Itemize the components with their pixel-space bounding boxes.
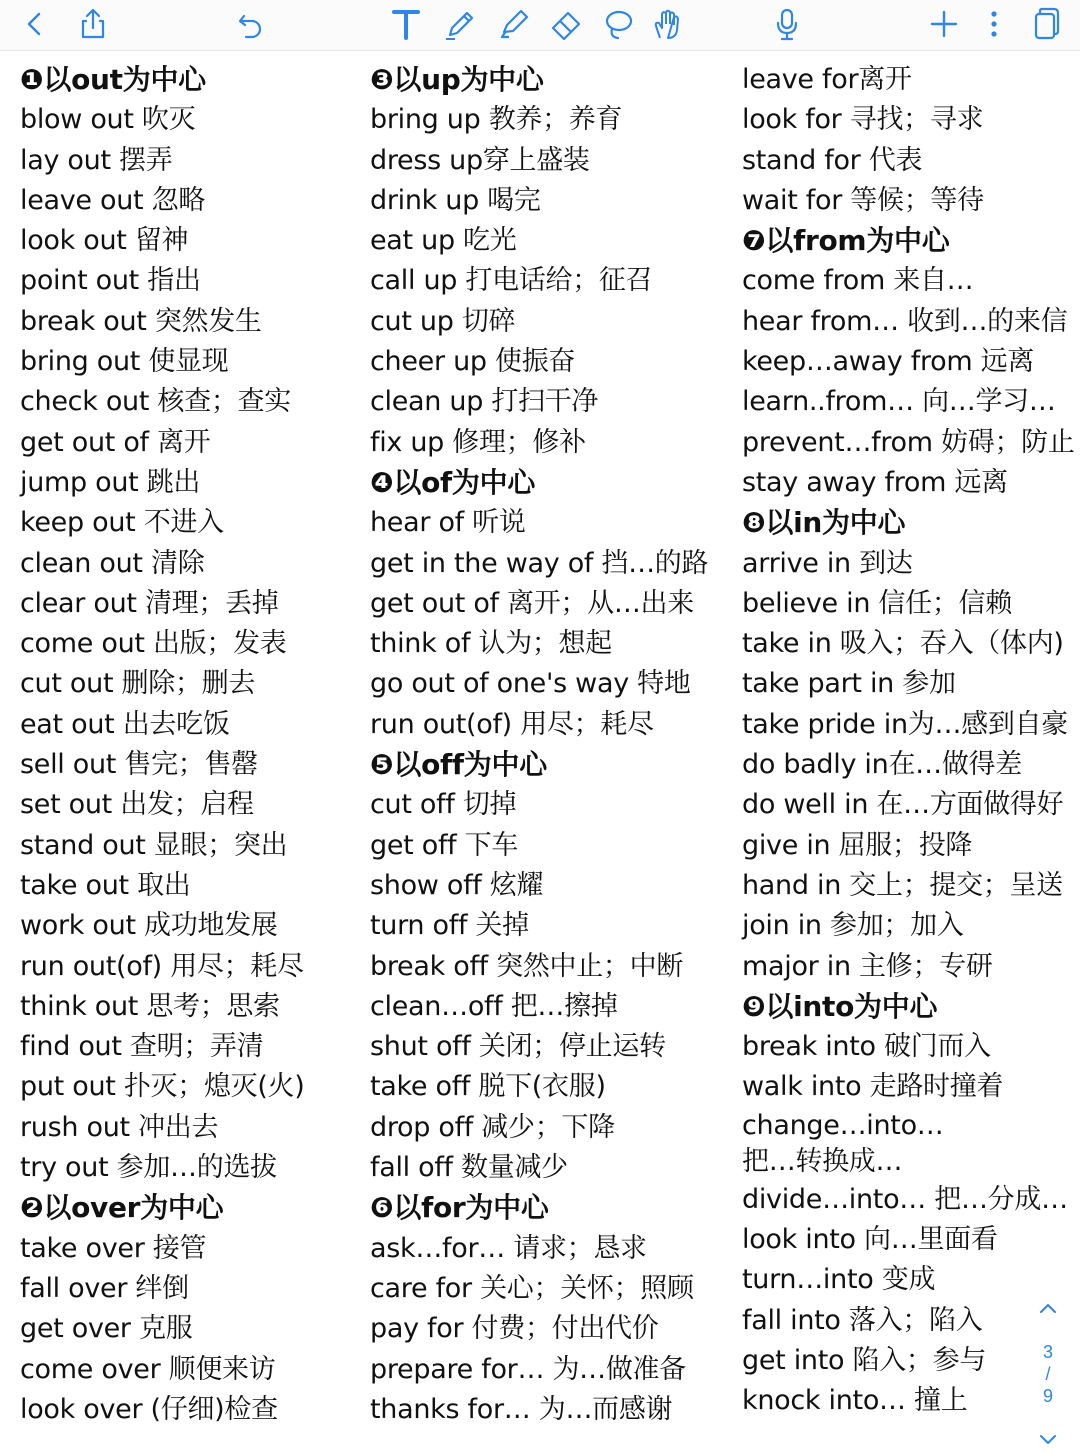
chevron-down-icon[interactable] [1034,1430,1062,1450]
phrase-entry: hand in 交上；提交；呈送 [742,869,1063,901]
phrase-entry: shut off 关闭；停止运转 [370,1031,666,1063]
pen-icon[interactable] [441,4,481,44]
phrase-entry: call up 打电话给；征召 [370,265,653,297]
phrase-entry: clean…off 把…擦掉 [370,990,618,1022]
phrase-entry: leave for离开 [742,64,912,95]
phrase-entry: bring out 使显现 [20,346,229,378]
phrase-entry: rush out 冲出去 [20,1111,219,1143]
section-heading: ❷以over为中心 [20,1191,224,1225]
phrase-entry: thanks for… 为…而感谢 [370,1393,673,1425]
phrase-entry: get in the way of 挡…的路 [370,547,709,579]
phrase-entry: cut out 删除；删去 [20,668,256,700]
phrase-entry: look into 向…里面看 [742,1224,998,1256]
phrase-entry: think of 认为；想起 [370,628,612,660]
section-heading: ❸以up为中心 [370,63,544,96]
phrase-entry: take out 取出 [20,869,191,901]
phrase-entry: wait for 等候；等待 [742,184,984,216]
phrase-entry: walk into 走路时撞着 [742,1071,1004,1103]
phrase-entry: find out 查明；弄清 [20,1031,264,1063]
phrase-entry: dress up穿上盛装 [370,144,590,176]
phrase-entry: bring up 教养；养育 [370,104,623,136]
section-heading: ❼以from为中心 [742,224,950,258]
phrase-entry: blow out 吹灭 [20,104,196,136]
phrase-entry: think out 思考；思索 [20,990,280,1022]
phrase-entry: sell out 售完；售罄 [20,749,258,781]
toolbar [0,0,1080,51]
phrase-entry: break into 破门而入 [742,1031,991,1063]
phrase-entry: come from 来自… [742,265,974,297]
column-3 [742,60,1077,1422]
column-2 [370,60,720,1430]
phrase-entry: go out of one's way 特地 [370,668,691,700]
phrase-entry: get out of 离开 [20,426,211,458]
section-heading: ❶以out为中心 [20,63,206,96]
phrase-entry: get over 克服 [20,1313,193,1345]
back-chevron-icon[interactable] [14,4,54,44]
phrase-entry: stand out 显眼；突出 [20,829,288,861]
phrase-entry: work out 成功地发展 [20,910,278,942]
section-heading: ❾以into为中心 [742,989,938,1023]
more-icon[interactable] [974,4,1014,44]
page-total: 9 [1042,1386,1053,1406]
phrase-entry: fall over 绊倒 [20,1272,189,1304]
text-tool-icon[interactable] [386,4,426,44]
microphone-icon[interactable] [767,4,807,44]
note-page[interactable] [0,52,1080,1440]
phrase-entry: 把…转换成… [742,1145,903,1177]
phrase-entry: clean up 打扫干净 [370,386,599,418]
phrase-entry: knock into… 撞上 [742,1385,968,1417]
section-heading: ❹以of为中心 [370,465,536,499]
phrase-entry: major in 主修；专研 [742,950,993,982]
phrase-entry: take part in 参加 [742,668,956,700]
phrase-entry: drop off 减少；下降 [370,1111,615,1143]
phrase-entry: cheer up 使振奋 [370,346,576,378]
phrase-entry: set out 出发；启程 [20,789,254,821]
phrase-entry: get into 陷入；参与 [742,1344,987,1376]
phrase-entry: point out 指出 [20,265,201,297]
phrase-entry: fall off 数量减少 [370,1152,568,1184]
phrase-entry: cut up 切碎 [370,305,516,337]
pages-icon[interactable] [1024,4,1064,44]
hand-icon[interactable] [648,4,688,44]
page-navigator [1030,1292,1066,1452]
phrase-entry: believe in 信任；信赖 [742,587,1012,619]
phrase-entry: break off 突然中止；中断 [370,950,684,982]
phrase-entry: get off 下车 [370,829,519,861]
phrase-entry: eat out 出去吃饭 [20,708,230,740]
phrase-entry: change…into… [742,1109,944,1141]
highlighter-icon[interactable] [494,4,534,44]
phrase-entry: break out 突然发生 [20,305,262,337]
phrase-entry: lay out 摆弄 [20,144,173,176]
column-1 [20,60,350,1430]
phrase-entry: drink up 喝完 [370,184,541,216]
eraser-icon[interactable] [546,4,586,44]
phrase-entry: ask…for… 请求；恳求 [370,1232,647,1264]
phrase-entry: get out of 离开；从…出来 [370,587,694,619]
phrase-entry: do badly in在…做得差 [742,749,1022,781]
phrase-entry: divide…into… 把…分成… [742,1183,1068,1215]
phrase-entry: jump out 跳出 [20,466,201,498]
phrase-entry: show off 炫耀 [370,869,544,901]
phrase-entry: do well in 在…方面做得好 [742,789,1064,821]
phrase-entry: learn..from… 向…学习… [742,386,1056,418]
phrase-entry: prepare for… 为…做准备 [370,1353,686,1385]
phrase-entry: turn off 关掉 [370,910,529,942]
phrase-entry: prevent…from 妨碍；防止 [742,426,1075,458]
phrase-entry: leave out 忽略 [20,184,206,216]
phrase-entry: care for 关心；关怀；照顾 [370,1272,694,1304]
phrase-entry: eat up 吃光 [370,225,517,257]
phrase-entry: look out 留神 [20,225,189,257]
page-current: 3 [1042,1342,1053,1362]
phrase-entry: come over 顺便来访 [20,1353,276,1385]
phrase-entry: hear of 听说 [370,507,526,539]
section-heading: ❽以in为中心 [742,506,906,540]
undo-icon[interactable] [230,4,270,44]
phrase-entry: keep out 不进入 [20,507,224,539]
phrase-entry: take over 接管 [20,1232,207,1264]
add-icon[interactable] [924,4,964,44]
phrase-entry: give in 屈服；投降 [742,829,973,861]
phrase-entry: run out(of) 用尽；耗尽 [20,950,304,982]
phrase-entry: turn…into 变成 [742,1264,936,1296]
phrase-entry: stand for 代表 [742,144,923,176]
phrase-entry: take in 吸入；吞入（体内) [742,628,1064,660]
page-separator: / [1045,1364,1051,1384]
phrase-entry: clean out 清除 [20,547,205,579]
phrase-entry: look over (仔细)检查 [20,1393,278,1425]
phrase-entry: clear out 清理；丢掉 [20,587,279,619]
phrase-entry: stay away from 远离 [742,466,1008,498]
phrase-entry: keep…away from 远离 [742,346,1035,378]
phrase-entry: try out 参加…的选拔 [20,1152,277,1184]
phrase-entry: come out 出版；发表 [20,628,287,660]
phrase-entry: put out 扑灭；熄灭(火) [20,1071,305,1103]
phrase-entry: take off 脱下(衣服) [370,1071,606,1103]
phrase-entry: check out 核查；查实 [20,386,291,418]
section-heading: ❻以for为中心 [370,1191,549,1225]
phrase-entry: cut off 切掉 [370,789,517,821]
phrase-entry: fall into 落入；陷入 [742,1304,983,1336]
phrase-entry: look for 寻找；寻求 [742,104,984,136]
phrase-entry: join in 参加；加入 [742,910,964,942]
phrase-entry: fix up 修理；修补 [370,426,586,458]
phrase-entry: take pride in为…感到自豪 [742,708,1068,740]
section-heading: ❺以off为中心 [370,748,547,782]
share-icon[interactable] [73,4,113,44]
chevron-up-icon[interactable] [1034,1298,1062,1318]
phrase-entry: pay for 付费；付出代价 [370,1313,659,1345]
phrase-entry: hear from… 收到…的来信 [742,305,1068,337]
phrase-entry: arrive in 到达 [742,547,913,579]
phrase-entry: run out(of) 用尽；耗尽 [370,708,654,740]
lasso-icon[interactable] [598,4,638,44]
